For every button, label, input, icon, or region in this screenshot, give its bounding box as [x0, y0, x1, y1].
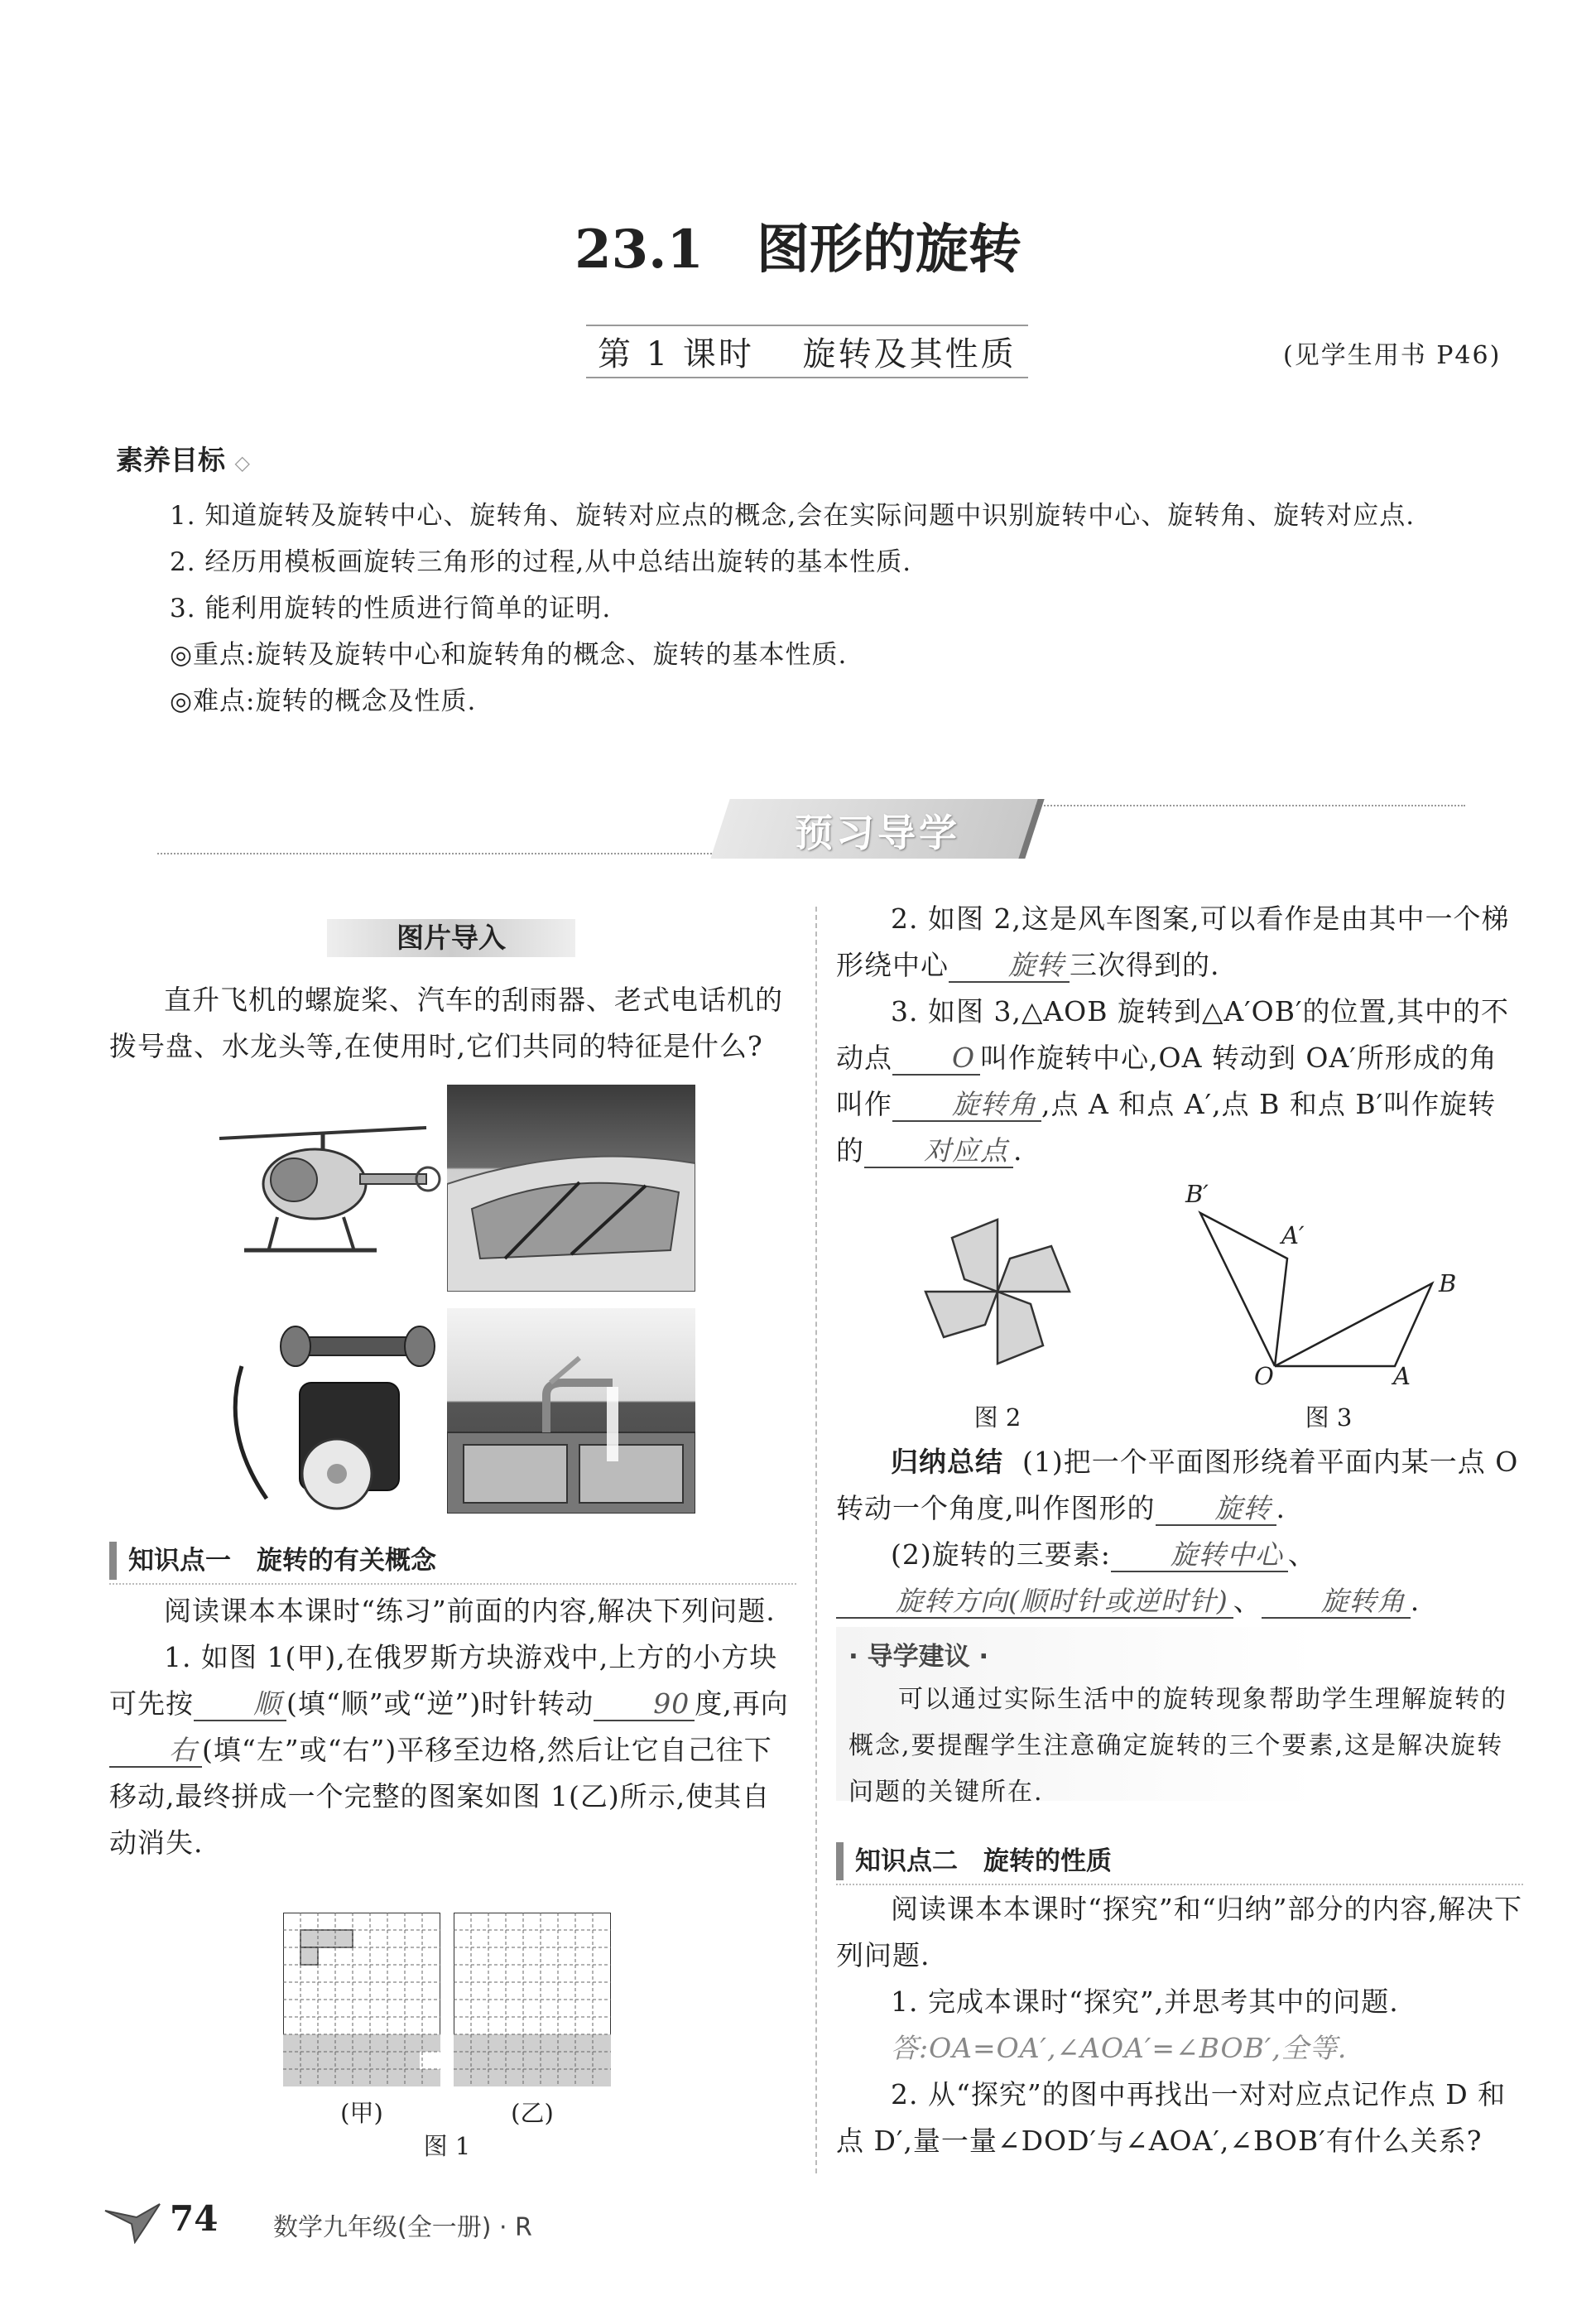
kp1-underline — [109, 1583, 796, 1585]
kp2-body: 阅读课本本课时“探究”和“归纳”部分的内容,解决下列问题. 1. 完成本课时“探究”,并思考其中的问题. 答:OA=OA′,∠AOA′=∠BOB′,全等. 2. 从“探究”的图中再找出一对对应点记作点 D 和点 D′,量一量∠DOD′与∠AOA′,∠BOB′有什么关系? — [836, 1893, 1522, 2157]
fig3-caption: 图 3 — [1305, 1403, 1353, 1432]
banner-line-left — [157, 853, 728, 854]
answer-blank: O — [892, 1042, 980, 1076]
objectives-list — [170, 493, 1536, 724]
kp1-body: 阅读课本本课时“练习”前面的内容,解决下列问题. 1. 如图 1(甲),在俄罗斯方块游戏中,上方的小方块可先按 顺 (填“顺”或“逆”)时针转动 90 度,再向右 (填“左”或“右”)平移至边格,然后让它自己往下移动,最终拼成一个完整的图案如图 1(乙)所示,使其自动消失. — [109, 1595, 789, 1859]
answer-blank: 90 — [594, 1688, 695, 1721]
fig2-caption: 图 2 — [973, 1403, 1022, 1432]
key-point: ◎重点:旋转及旋转中心和旋转角的概念、旋转的基本性质. — [170, 640, 848, 670]
label-a-prime: A′ — [1281, 1221, 1305, 1249]
banner-line-right — [1035, 805, 1465, 806]
fig1-label-yi: (乙) — [511, 2099, 554, 2127]
faucet-photo — [447, 1308, 695, 1514]
answer-blank: 旋转角 — [1262, 1586, 1411, 1619]
page-number: 74 — [170, 2198, 219, 2239]
telephone-photo — [217, 1316, 447, 1515]
lesson-title: 第 1 课时 旋转及其性质 — [586, 325, 1028, 378]
answer-blank: 旋转 — [949, 950, 1070, 983]
fig1-label-jia: (甲) — [340, 2099, 383, 2127]
pinwheel-figure — [919, 1213, 1076, 1374]
kp2-title: 知识点二 旋转的性质 — [836, 1842, 1112, 1880]
objective-3: 3. 能利用旋转的性质进行简单的证明. — [170, 594, 612, 623]
guidance-heading: · 导学建议 · — [848, 1642, 989, 1672]
objective-1: 1. 知道旋转及旋转中心、旋转角、旋转对应点的概念,会在实际问题中识别旋转中心、旋转角、旋转对应点. — [170, 501, 1416, 531]
tetris-grid-jia — [283, 1913, 440, 2090]
answer-blank: 对应点 — [864, 1135, 1013, 1168]
intro-text: 直升飞机的螺旋桨、汽车的刮雨器、老式电话机的拨号盘、水龙头等,在使用时,它们共同的特征是什么? — [109, 984, 783, 1062]
answer-blank: 旋转中心 — [1111, 1539, 1288, 1572]
label-b: B — [1439, 1269, 1457, 1297]
reference-note: (见学生用书 P46) — [1283, 341, 1502, 370]
intro-heading: 图片导入 — [327, 919, 575, 957]
kp1-title: 知识点一 旋转的有关概念 — [109, 1542, 436, 1580]
summary-block: 归纳总结 (1)把一个平面图形绕着平面内某一点 O 转动一个角度,叫作图形的 旋转 . (2)旋转的三要素: 旋转中心 、旋转方向(顺时针或逆时针) 、 旋转角 . — [836, 1446, 1519, 1617]
answer-blank: 旋转 — [1156, 1493, 1276, 1526]
guidance-text: 可以通过实际生活中的旋转现象帮助学生理解旋转的概念,要提醒学生注意确定旋转的三个要素,这是解决旋转问题的关键所在. — [848, 1685, 1507, 1807]
kp2-underline — [836, 1884, 1523, 1885]
right-questions: 2. 如图 2,这是风车图案,可以看作是由其中一个梯形绕中心 旋转 三次得到的. 3. 如图 3,△AOB 旋转到△A′OB′的位置,其中的不动点 O 叫作旋转中心,OA 转动到 OA′所形成的角叫作 旋转角 ,点 A 和点 A′,点 B 和点 B′叫作旋转的 对应点 . — [836, 902, 1510, 1167]
label-b-prime: B′ — [1185, 1180, 1209, 1208]
tetris-grid-yi — [454, 1913, 611, 2090]
fig1-caption: 图 1 — [423, 2132, 471, 2160]
answer-blank: 旋转角 — [892, 1089, 1041, 1122]
objectives-heading: 素养目标 ◇ — [116, 444, 250, 476]
banner-label: 预习导学 — [795, 811, 960, 855]
rotation-triangles-figure — [1167, 1176, 1482, 1394]
diamond-icon: ◇ — [234, 451, 250, 474]
kp2-answer: 答:OA=OA′,∠AOA′=∠BOB′,全等. — [891, 2032, 1348, 2064]
section-title: 23.1 图形的旋转 — [574, 219, 1022, 281]
book-title: 数学九年级(全一册) · R — [273, 2213, 532, 2242]
helicopter-photo — [211, 1093, 441, 1283]
answer-blank: 顺 — [194, 1688, 286, 1721]
label-a: A — [1393, 1362, 1411, 1390]
footer-logo-icon — [103, 2202, 161, 2247]
label-o: O — [1254, 1362, 1274, 1390]
answer-blank: 旋转方向(顺时针或逆时针) — [836, 1586, 1233, 1619]
objective-2: 2. 经历用模板画旋转三角形的过程,从中总结出旋转的基本性质. — [170, 547, 912, 577]
column-divider — [815, 907, 817, 2173]
summary-label: 归纳总结 — [891, 1446, 1003, 1478]
windshield-wiper-photo — [447, 1085, 695, 1292]
answer-blank: 右 — [109, 1735, 202, 1768]
difficult-point: ◎难点:旋转的概念及性质. — [170, 686, 477, 716]
